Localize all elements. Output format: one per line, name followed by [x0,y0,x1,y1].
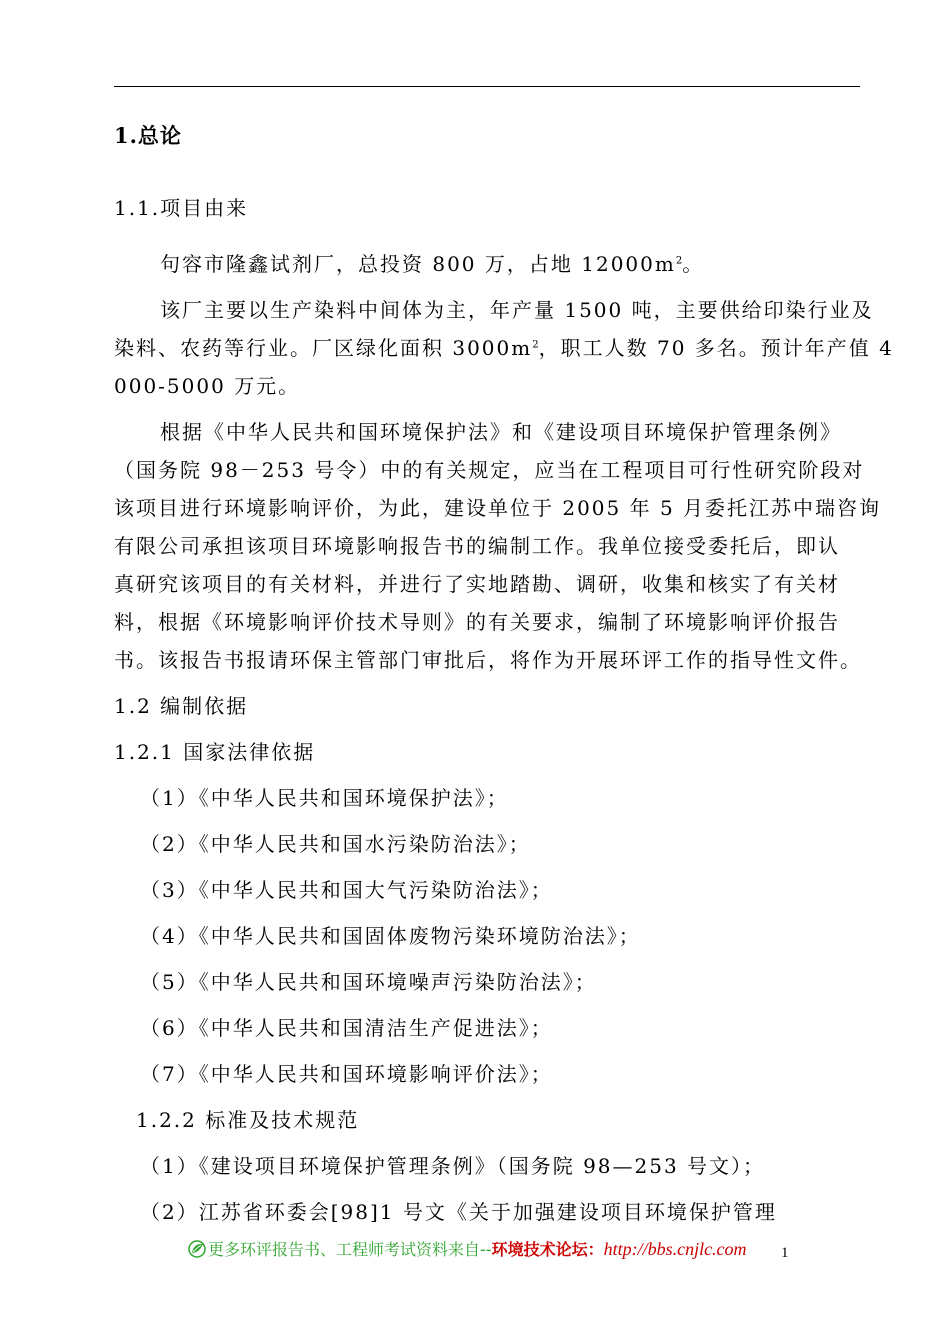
paragraph-3-line-6: 料，根据《环境影响评价技术导则》的有关要求，编制了环境影响评价报告 [114,610,840,634]
page-number: 1 [781,1245,789,1261]
paragraph-3-line-3: 该项目进行环境影响评价，为此，建设单位于 2005 年 5 月委托江苏中瑞咨询 [114,496,882,520]
footer-promo-text: 更多环评报告书、工程师考试资料来自-- [208,1240,492,1259]
paragraph-1-text: 句容市隆鑫试剂厂，总投资 800 万，占地 12000m [160,252,676,276]
paragraph-2-line-2-b: ，职工人数 70 多名。预计年产值 4 [538,336,894,360]
law-item: （6）《中华人民共和国清洁生产促进法》； [140,1016,553,1040]
paragraph-3-line-1: 根据《中华人民共和国环境保护法》和《建设项目环境保护管理条例》 [160,420,842,444]
green-leaf-icon [188,1240,206,1258]
paragraph-3-line-5: 真研究该项目的有关材料，并进行了实地踏勘、调研，收集和核实了有关材 [114,572,840,596]
paragraph-2-line-2-a: 染料、农药等行业。厂区绿化面积 3000m [114,336,533,360]
paragraph-2-line-3: 000-5000 万元。 [114,374,301,398]
footer-banner[interactable] [188,1237,747,1260]
footer-url-link[interactable]: http://bbs.cnjlc.com [603,1239,747,1259]
law-item: （5）《中华人民共和国环境噪声污染防治法》； [140,970,597,994]
paragraph-2-line-1: 该厂主要以生产染料中间体为主，年产量 1500 吨，主要供给印染行业及 [160,298,874,322]
standard-item: （1）《建设项目环境保护管理条例》（国务院 98—253 号文）； [140,1154,766,1178]
standard-item: （2）江苏省环委会[98]1 号文《关于加强建设项目环境保护管理 [140,1200,777,1224]
law-item: （7）《中华人民共和国环境影响评价法》； [140,1062,553,1086]
superscript: 2 [675,255,683,267]
heading-1: 1.总论 [114,123,182,148]
paragraph-1 [160,252,704,276]
law-item: （3）《中华人民共和国大气污染防治法》； [140,878,553,902]
section-1-1-heading: 1.1.项目由来 [114,196,249,220]
law-item: （4）《中华人民共和国固体废物污染环境防治法》； [140,924,641,948]
paragraph-3-line-7: 书。该报告书报请环保主管部门审批后，将作为开展环评工作的指导性文件。 [114,648,862,672]
superscript: 2 [532,339,539,351]
paragraph-1-tail: 。 [682,252,705,276]
paragraph-3-line-2: （国务院 98－253 号令）中的有关规定，应当在工程项目可行性研究阶段对 [114,458,865,482]
header-rule [114,86,860,87]
law-item: （1）《中华人民共和国环境保护法》； [140,786,509,810]
paragraph-2-line-2 [114,336,894,360]
section-1-2-1-heading: 1.2.1 国家法律依据 [114,740,316,764]
section-1-2-heading: 1.2 编制依据 [114,694,249,718]
paragraph-3-line-4: 有限公司承担该项目环境影响报告书的编制工作。我单位接受委托后，即认 [114,534,840,558]
law-item: （2）《中华人民共和国水污染防治法》； [140,832,531,856]
section-1-2-2-heading: 1.2.2 标准及技术规范 [136,1108,360,1132]
footer-forum-label: 环境技术论坛： [491,1240,604,1259]
